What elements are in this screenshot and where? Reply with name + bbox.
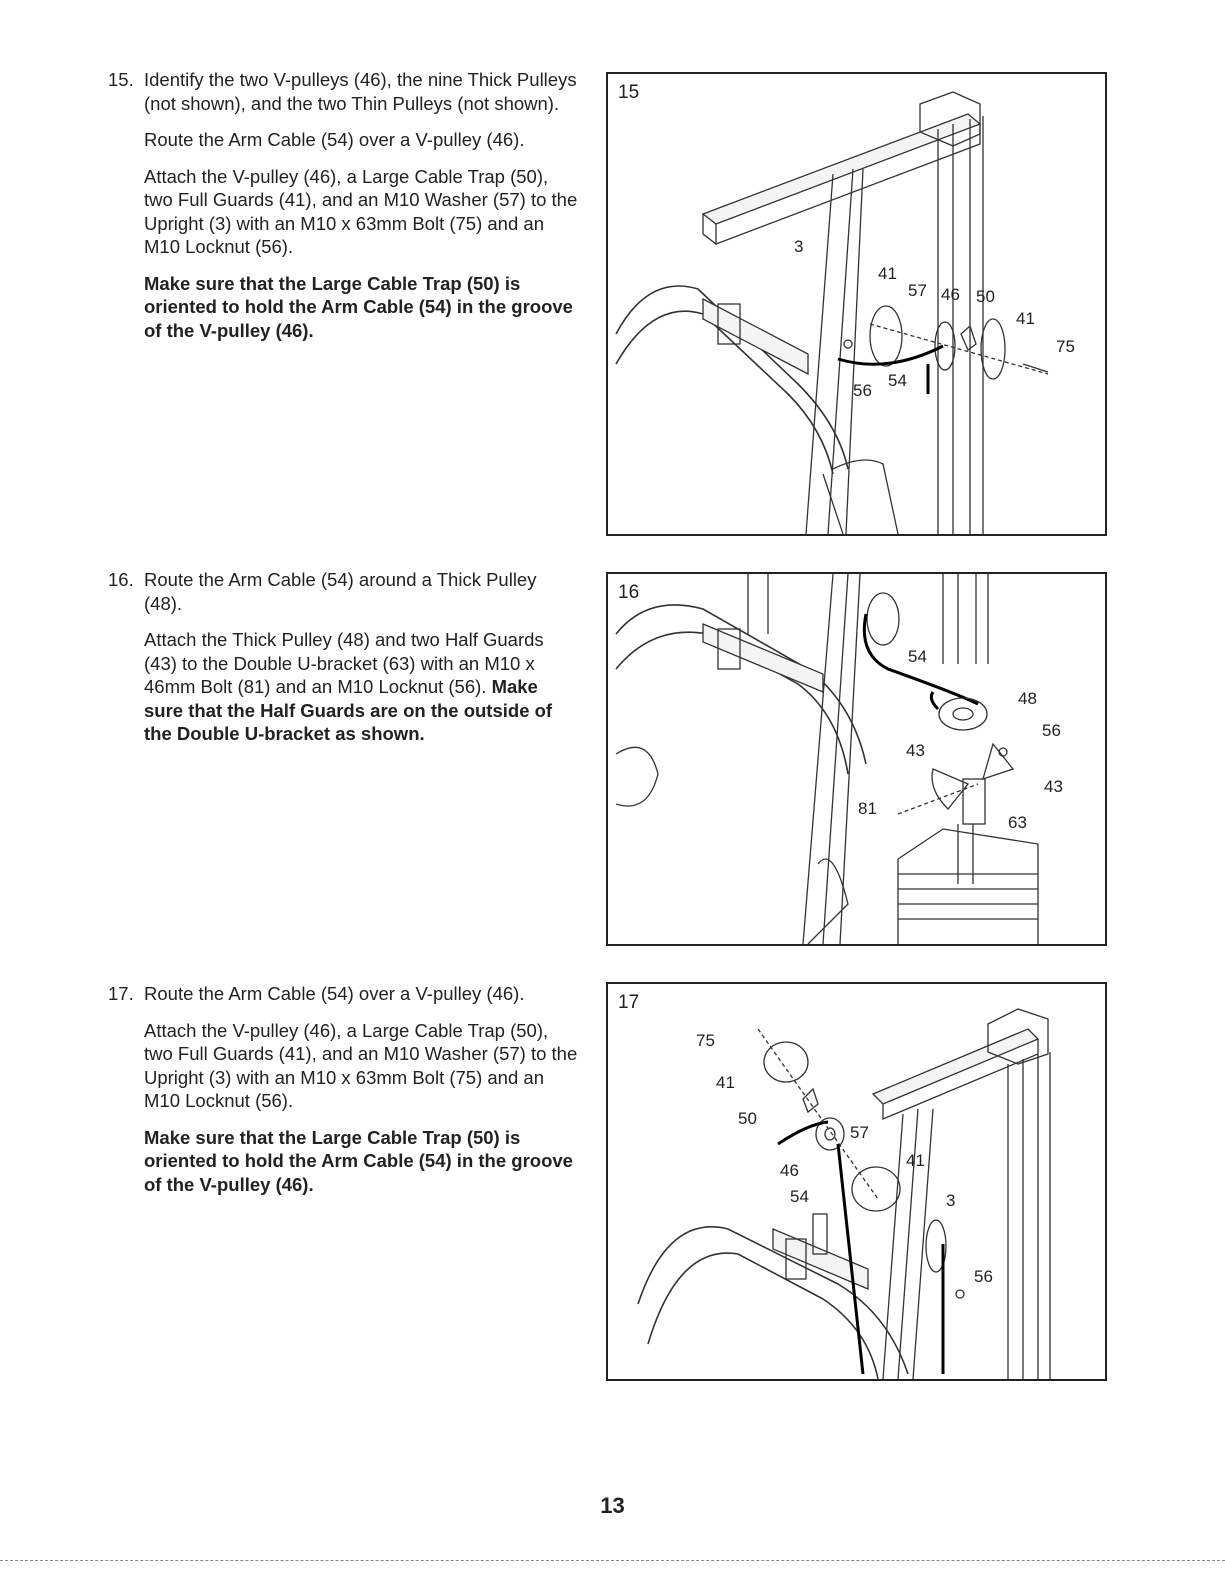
step-16 [108, 568, 578, 759]
callout-54: 54 [908, 647, 927, 666]
step-warning: Make sure that the Large Cable Trap (50) is oriented to hold the Arm Cable (54) in the groove of the V-pulley (46). [144, 272, 573, 341]
step-warning: Make sure that the Large Cable Trap (50) is oriented to hold the Arm Cable (54) in the groove of the V-pulley (46). [144, 1126, 573, 1195]
callout-50: 50 [976, 287, 995, 306]
footer-rule [0, 1560, 1225, 1561]
callout-54: 54 [790, 1187, 809, 1206]
callout-41: 41 [878, 264, 897, 283]
callout-43: 43 [906, 741, 925, 760]
callout-43: 43 [1044, 777, 1063, 796]
figure-16 [606, 572, 1107, 946]
callout-41: 41 [1016, 309, 1035, 328]
step-number: 17. [108, 983, 134, 1004]
callout-56: 56 [853, 381, 872, 400]
callout-54: 54 [888, 371, 907, 390]
figure-15 [606, 72, 1107, 536]
callout-75: 75 [696, 1031, 715, 1050]
callout-3: 3 [794, 237, 804, 256]
callout-41: 41 [906, 1151, 925, 1170]
step-15 [108, 68, 578, 355]
callout-41: 41 [716, 1073, 735, 1092]
step-text: Attach the V-pulley (46), a Large Cable Trap (50), two Full Guards (41), and an M10 Washer (57) to the Upright (3) with an M10 x 63mm Bolt (75) and an M10 Locknut (56). [144, 165, 578, 257]
step-text: Attach the Thick Pulley (48) and two Half Guards (43) to the Double U-bracket (63) with an M10 x 46mm Bolt (81) and an M10 Locknut (56). [144, 629, 544, 697]
step-number: 15. [108, 69, 134, 90]
figure-15-illustration [608, 74, 1105, 534]
callout-57: 57 [908, 281, 927, 300]
callout-81: 81 [858, 799, 877, 818]
step-warning: Make sure that the Half Guards are on the outside of the Double U-bracket as shown. [144, 676, 553, 744]
step-text: Route the Arm Cable (54) over a V-pulley (46). [144, 129, 525, 150]
figure-16-illustration [608, 574, 1105, 944]
callout-56: 56 [1042, 721, 1061, 740]
figure-number: 16 [618, 582, 640, 603]
figure-17-illustration [608, 984, 1105, 1379]
callout-56: 56 [974, 1267, 993, 1286]
step-text: Identify the two V-pulleys (46), the nine Thick Pulleys (not shown), and the two Thin Pulleys (not shown). [144, 69, 577, 114]
page-number: 13 [600, 1493, 625, 1518]
callout-46: 46 [941, 285, 960, 304]
figure-17 [606, 982, 1107, 1381]
callout-46: 46 [780, 1161, 799, 1180]
step-17 [108, 982, 578, 1209]
step-text-with-warning [144, 628, 578, 746]
step-text: Attach the V-pulley (46), a Large Cable Trap (50), two Full Guards (41), and an M10 Washer (57) to the Upright (3) with an M10 x 63mm Bolt (75) and an M10 Locknut (56). [144, 1019, 578, 1111]
callout-3: 3 [946, 1191, 956, 1210]
callout-63: 63 [1008, 813, 1027, 832]
callout-50: 50 [738, 1109, 757, 1128]
figure-number: 17 [618, 992, 640, 1013]
figure-number: 15 [618, 82, 640, 103]
step-text: Route the Arm Cable (54) over a V-pulley (46). [144, 983, 525, 1004]
step-text: Route the Arm Cable (54) around a Thick Pulley (48). [144, 569, 537, 614]
callout-57: 57 [850, 1123, 869, 1142]
callout-48: 48 [1018, 689, 1037, 708]
step-number: 16. [108, 569, 134, 590]
callout-75: 75 [1056, 337, 1075, 356]
